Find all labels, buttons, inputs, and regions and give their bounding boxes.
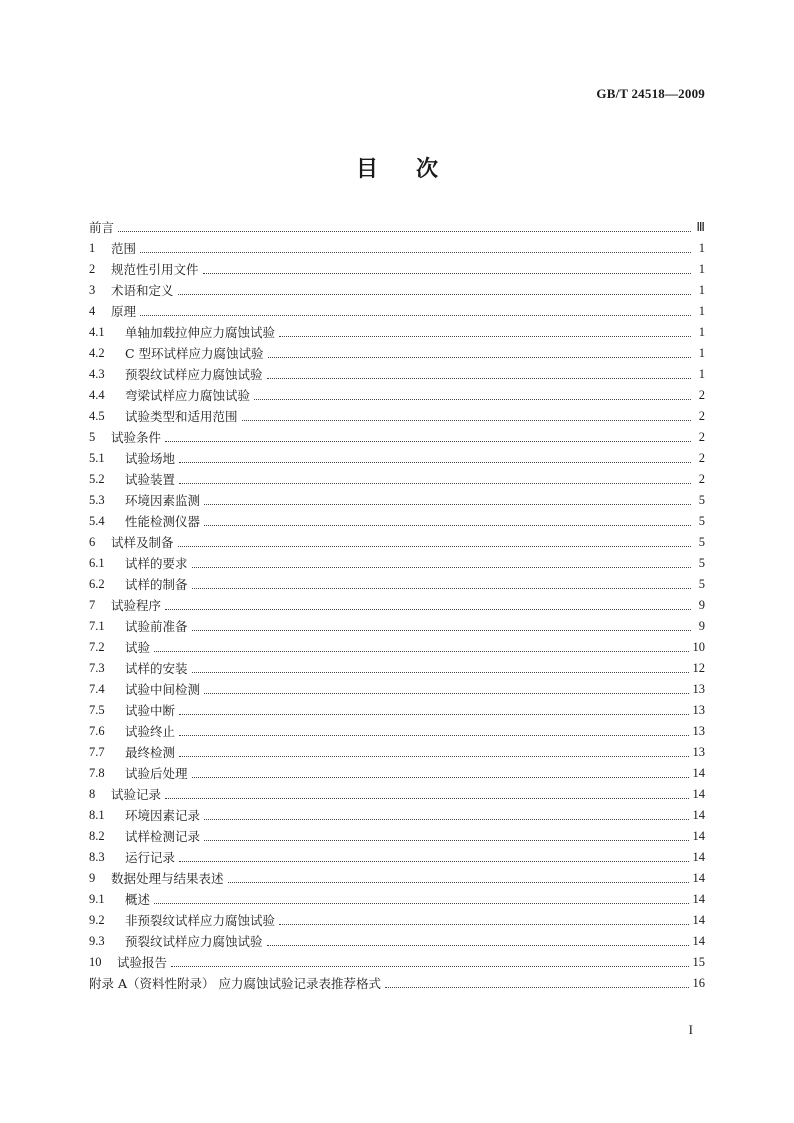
toc-entry-label: 试验前准备 [125,619,188,634]
toc-dot-leader [178,532,691,553]
toc-entry[interactable] [89,511,705,532]
toc-entry-page: 14 [692,850,705,864]
toc-entry-number: 8.1 [89,808,105,822]
toc-entry-label: 试验报告 [117,955,168,970]
toc-entry-number: 5.1 [89,451,105,465]
toc-entry[interactable] [89,742,705,763]
toc-entry[interactable] [89,952,705,973]
toc-entry-label: 试验 [125,640,151,655]
toc-dot-leader [171,952,688,973]
toc-entry-label: 前言 [89,220,115,235]
toc-dot-leader [254,385,691,406]
toc-entry-label: 范围 [111,241,137,256]
toc-entry-page: 2 [698,451,705,465]
toc-entry-label: 数据处理与结果表述 [111,871,224,886]
toc-entry-page: 5 [698,514,705,528]
toc-entry-label: 试验条件 [111,430,162,445]
toc-entry-page: 5 [698,493,705,507]
toc-dot-leader [154,889,688,910]
toc-entry-number: 5.3 [89,493,105,507]
page-title: 目次 [355,157,476,182]
toc-entry-page: 1 [698,325,705,339]
document-code: GB/T 24518—2009 [596,86,705,101]
toc-dot-leader [204,490,691,511]
toc-entry[interactable] [89,931,705,952]
toc-entry-number: 9 [89,871,96,885]
toc-entry-label: 术语和定义 [111,283,174,298]
toc-entry-number: 6.1 [89,556,105,570]
toc-entry-number: 7.4 [89,682,105,696]
toc-entry-page: Ⅲ [696,220,705,234]
toc-entry-number: 7.1 [89,619,105,633]
toc-entry-label: 试验后处理 [125,766,188,781]
toc-entry-number: 7 [89,598,96,612]
toc-entry-number: 7.7 [89,745,105,759]
toc-dot-leader [165,427,691,448]
toc-entry-number: 4.2 [89,346,105,360]
toc-entry-label: 试验中间检测 [125,682,201,697]
toc-entry-label: 预裂纹试样应力腐蚀试验 [125,934,263,949]
toc-entry-page: 1 [698,262,705,276]
toc-entry-number: 9.3 [89,934,105,948]
toc-entry[interactable] [89,448,705,469]
toc-entry-label: 试样的要求 [125,556,188,571]
toc-entry-label: 单轴加载拉伸应力腐蚀试验 [125,325,276,340]
toc-entry-number: 4.4 [89,388,105,402]
toc-entry-label: 环境因素监测 [125,493,201,508]
toc-entry-number: 7.6 [89,724,105,738]
toc-entry-number: 5 [89,430,96,444]
toc-dot-leader [228,868,689,889]
toc-entry[interactable] [89,532,705,553]
toc-entry-number: 7.3 [89,661,105,675]
toc-entry-page: 5 [698,556,705,570]
toc-entry-number: 8.2 [89,829,105,843]
toc-entry-page: 5 [698,535,705,549]
toc-entry-page: 1 [698,304,705,318]
toc-entry-page: 9 [698,598,705,612]
toc-entry[interactable] [89,805,705,826]
toc-entry-page: 1 [698,283,705,297]
toc-entry-label: 试验中断 [125,703,176,718]
toc-entry-page: 9 [698,619,705,633]
toc-entry[interactable] [89,322,705,343]
toc-entry[interactable] [89,259,705,280]
toc-entry-page: 5 [698,577,705,591]
toc-dot-leader [203,259,691,280]
toc-entry-number: 4.3 [89,367,105,381]
toc-entry[interactable] [89,637,705,658]
toc-entry[interactable] [89,574,705,595]
toc-entry[interactable] [89,280,705,301]
toc-entry-label: 运行记录 [125,850,176,865]
toc-dot-leader [279,910,688,931]
toc-entry-label: 试验场地 [125,451,176,466]
toc-entry-number: 7.8 [89,766,105,780]
toc-entry[interactable] [89,595,705,616]
toc-dot-leader [192,616,691,637]
toc-entry-label: C 型环试样应力腐蚀试验 [125,346,264,361]
toc-entry-label: 最终检测 [125,745,176,760]
toc-entry-page: 14 [692,808,705,822]
toc-dot-leader [204,679,688,700]
toc-entry-number: 4.1 [89,325,105,339]
toc-entry-number: 6.2 [89,577,105,591]
toc-entry[interactable] [89,301,705,322]
toc-entry[interactable] [89,385,705,406]
toc-dot-leader [279,322,691,343]
toc-entry-page: 16 [692,976,705,990]
table-of-contents [89,217,705,994]
toc-entry-label: 性能检测仪器 [125,514,201,529]
toc-entry-page: 13 [692,703,705,717]
toc-entry-page: 2 [698,409,705,423]
toc-entry[interactable] [89,343,705,364]
toc-entry-number: 10 [89,955,102,969]
toc-entry[interactable] [89,406,705,427]
toc-entry-page: 14 [692,787,705,801]
toc-entry[interactable] [89,700,705,721]
toc-dot-leader [204,511,691,532]
toc-entry-page: 14 [692,766,705,780]
toc-entry[interactable] [89,973,705,994]
toc-entry[interactable] [89,784,705,805]
toc-dot-leader [178,280,691,301]
toc-entry-number: 7.5 [89,703,105,717]
toc-entry-label: 试样的制备 [125,577,188,592]
toc-dot-leader [140,238,691,259]
toc-dot-leader [118,217,691,238]
toc-entry-page: 1 [698,346,705,360]
toc-entry-page: 15 [692,955,705,969]
toc-entry-number: 5.4 [89,514,105,528]
toc-entry-number: 6 [89,535,96,549]
toc-entry-label: 非预裂纹试样应力腐蚀试验 [125,913,276,928]
toc-entry-page: 14 [692,829,705,843]
toc-entry-page: 2 [698,430,705,444]
toc-entry-number: 8.3 [89,850,105,864]
toc-entry[interactable] [89,826,705,847]
toc-entry[interactable] [89,889,705,910]
toc-entry-number: 4.5 [89,409,105,423]
toc-entry-number: 5.2 [89,472,105,486]
toc-entry-number: 2 [89,262,96,276]
toc-dot-leader [267,364,691,385]
toc-entry[interactable] [89,658,705,679]
toc-entry[interactable] [89,217,705,238]
toc-dot-leader [165,595,691,616]
toc-dot-leader [192,553,691,574]
toc-entry[interactable] [89,238,705,259]
toc-entry-page: 12 [692,661,705,675]
toc-entry[interactable] [89,490,705,511]
toc-entry-label: 附录 A（资料性附录） 应力腐蚀试验记录表推荐格式 [89,976,381,991]
toc-dot-leader [179,721,688,742]
toc-entry[interactable] [89,763,705,784]
toc-entry-page: 2 [698,472,705,486]
toc-dot-leader [385,973,689,994]
toc-dot-leader [179,742,688,763]
toc-dot-leader [179,700,688,721]
toc-entry-page: 10 [692,640,705,654]
toc-entry-number: 9.2 [89,913,105,927]
toc-entry-label: 原理 [111,304,137,319]
toc-entry-page: 14 [692,871,705,885]
toc-entry-number: 8 [89,787,96,801]
toc-entry-label: 试样及制备 [111,535,174,550]
toc-entry-label: 试验终止 [125,724,176,739]
toc-entry-label: 试验类型和适用范围 [125,409,238,424]
toc-entry-page: 14 [692,892,705,906]
toc-entry-page: 1 [698,367,705,381]
toc-dot-leader [165,784,688,805]
toc-entry[interactable] [89,469,705,490]
toc-entry[interactable] [89,679,705,700]
toc-dot-leader [268,343,691,364]
toc-entry-label: 试验装置 [125,472,176,487]
toc-dot-leader [154,637,688,658]
toc-entry-label: 试验程序 [111,598,162,613]
toc-entry-number: 3 [89,283,96,297]
toc-entry-label: 试样的安装 [125,661,188,676]
toc-entry-label: 环境因素记录 [125,808,201,823]
toc-entry[interactable] [89,427,705,448]
toc-dot-leader [204,826,688,847]
toc-entry-label: 试样检测记录 [125,829,201,844]
toc-dot-leader [204,805,688,826]
toc-dot-leader [140,301,691,322]
toc-entry[interactable] [89,364,705,385]
toc-entry-number: 7.2 [89,640,105,654]
toc-entry-page: 13 [692,682,705,696]
toc-dot-leader [192,763,689,784]
toc-entry-number: 1 [89,241,96,255]
toc-entry-number: 4 [89,304,96,318]
toc-dot-leader [179,469,691,490]
toc-entry[interactable] [89,847,705,868]
toc-entry-page: 13 [692,745,705,759]
toc-entry-number: 9.1 [89,892,105,906]
toc-dot-leader [267,931,689,952]
toc-entry[interactable] [89,910,705,931]
toc-entry[interactable] [89,553,705,574]
page-number: I [688,1022,693,1037]
toc-entry-page: 2 [698,388,705,402]
toc-dot-leader [242,406,691,427]
toc-entry-page: 14 [692,934,705,948]
toc-dot-leader [192,658,689,679]
toc-entry[interactable] [89,616,705,637]
toc-dot-leader [179,448,691,469]
toc-dot-leader [192,574,691,595]
toc-entry[interactable] [89,721,705,742]
toc-entry-label: 试验记录 [111,787,162,802]
toc-entry-page: 1 [698,241,705,255]
toc-entry-page: 13 [692,724,705,738]
toc-entry-label: 规范性引用文件 [111,262,199,277]
toc-entry-label: 弯梁试样应力腐蚀试验 [125,388,251,403]
toc-entry-label: 概述 [125,892,151,907]
toc-entry-page: 14 [692,913,705,927]
toc-entry-label: 预裂纹试样应力腐蚀试验 [125,367,263,382]
toc-entry[interactable] [89,868,705,889]
toc-dot-leader [179,847,688,868]
